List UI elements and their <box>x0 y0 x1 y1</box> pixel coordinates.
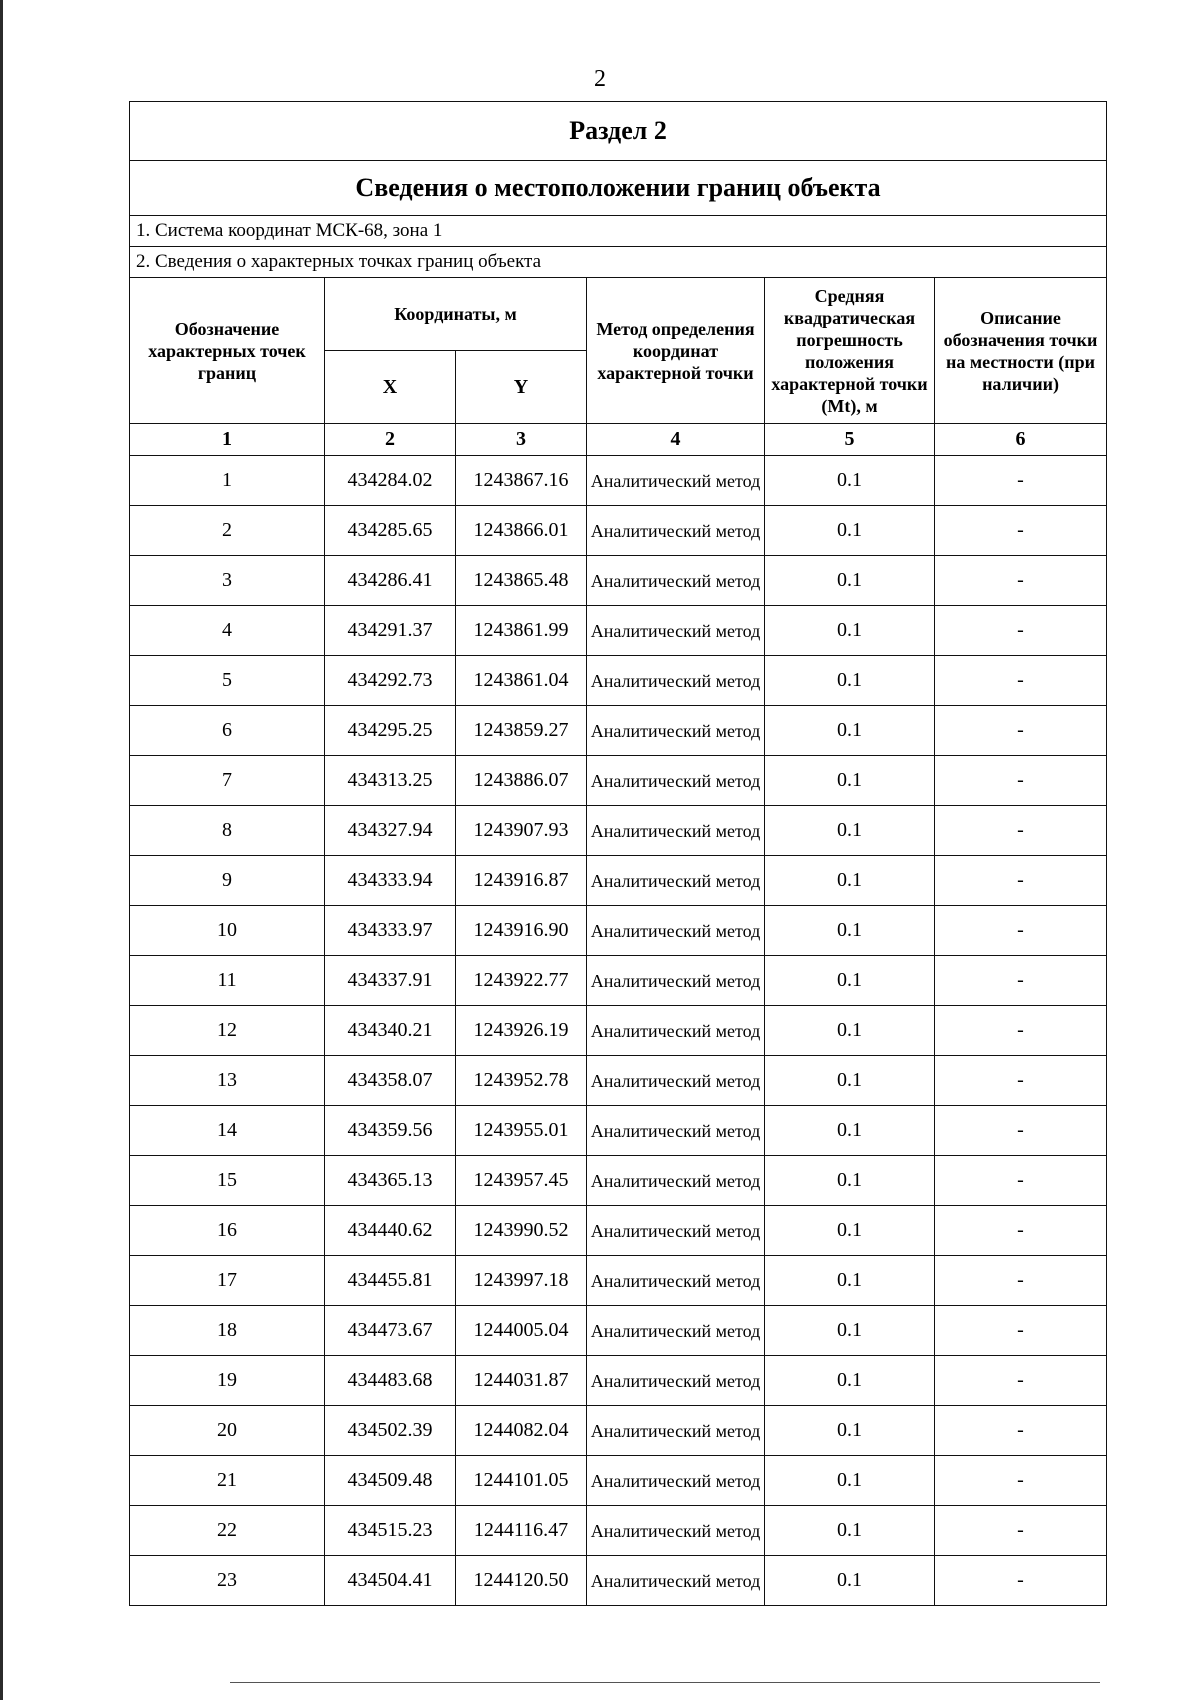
column-number: 6 <box>935 424 1107 456</box>
y-coordinate-cell: 1243922.77 <box>456 956 587 1006</box>
x-coordinate-cell: 434509.48 <box>325 1456 456 1506</box>
accuracy-cell: 0.1 <box>765 856 935 906</box>
x-coordinate-cell: 434440.62 <box>325 1206 456 1256</box>
y-coordinate-cell: 1243865.48 <box>456 556 587 606</box>
x-coordinate-cell: 434284.02 <box>325 456 456 506</box>
table-row <box>130 1506 1107 1556</box>
x-coordinate-cell: 434292.73 <box>325 656 456 706</box>
accuracy-cell: 0.1 <box>765 1306 935 1356</box>
method-cell: Аналитический метод <box>587 956 765 1006</box>
description-cell: - <box>935 1256 1107 1306</box>
y-coordinate-cell: 1243907.93 <box>456 806 587 856</box>
y-coordinate-cell: 1243886.07 <box>456 756 587 806</box>
y-coordinate-cell: 1243866.01 <box>456 506 587 556</box>
x-coordinate-cell: 434337.91 <box>325 956 456 1006</box>
y-coordinate-cell: 1243955.01 <box>456 1106 587 1156</box>
column-number: 5 <box>765 424 935 456</box>
description-cell: - <box>935 706 1107 756</box>
method-cell: Аналитический метод <box>587 1256 765 1306</box>
table-row <box>130 1406 1107 1456</box>
column-number: 3 <box>456 424 587 456</box>
table-row <box>130 1156 1107 1206</box>
method-cell: Аналитический метод <box>587 1006 765 1056</box>
description-cell: - <box>935 906 1107 956</box>
point-designation-cell: 5 <box>130 656 325 706</box>
accuracy-cell: 0.1 <box>765 806 935 856</box>
point-designation-cell: 1 <box>130 456 325 506</box>
description-cell: - <box>935 856 1107 906</box>
y-coordinate-cell: 1243867.16 <box>456 456 587 506</box>
method-cell: Аналитический метод <box>587 756 765 806</box>
method-cell: Аналитический метод <box>587 1406 765 1456</box>
point-designation-cell: 7 <box>130 756 325 806</box>
description-cell: - <box>935 1506 1107 1556</box>
x-coordinate-cell: 434340.21 <box>325 1006 456 1056</box>
y-coordinate-cell: 1243859.27 <box>456 706 587 756</box>
table-row <box>130 1106 1107 1156</box>
point-designation-cell: 16 <box>130 1206 325 1256</box>
accuracy-cell: 0.1 <box>765 1456 935 1506</box>
y-coordinate-cell: 1243990.52 <box>456 1206 587 1256</box>
point-designation-cell: 14 <box>130 1106 325 1156</box>
point-designation-cell: 9 <box>130 856 325 906</box>
point-designation-cell: 19 <box>130 1356 325 1406</box>
x-coordinate-cell: 434502.39 <box>325 1406 456 1456</box>
description-cell: - <box>935 456 1107 506</box>
point-designation-cell: 11 <box>130 956 325 1006</box>
table-row <box>130 1006 1107 1056</box>
header-point-designation: Обозначение характерных точек границ <box>130 278 325 424</box>
description-cell: - <box>935 756 1107 806</box>
point-designation-cell: 15 <box>130 1156 325 1206</box>
description-cell: - <box>935 1106 1107 1156</box>
accuracy-cell: 0.1 <box>765 706 935 756</box>
description-cell: - <box>935 1406 1107 1456</box>
x-coordinate-cell: 434515.23 <box>325 1506 456 1556</box>
table-row <box>130 1556 1107 1606</box>
method-cell: Аналитический метод <box>587 1506 765 1556</box>
y-coordinate-cell: 1243861.99 <box>456 606 587 656</box>
description-cell: - <box>935 506 1107 556</box>
description-cell: - <box>935 1206 1107 1256</box>
point-designation-cell: 3 <box>130 556 325 606</box>
point-designation-cell: 18 <box>130 1306 325 1356</box>
header-accuracy: Средняя квадратическая погрешность положения характерной точки (Mt), м <box>765 278 935 424</box>
method-cell: Аналитический метод <box>587 506 765 556</box>
x-coordinate-cell: 434455.81 <box>325 1256 456 1306</box>
point-designation-cell: 6 <box>130 706 325 756</box>
description-cell: - <box>935 1456 1107 1506</box>
x-coordinate-cell: 434358.07 <box>325 1056 456 1106</box>
y-coordinate-cell: 1243957.45 <box>456 1156 587 1206</box>
accuracy-cell: 0.1 <box>765 1056 935 1106</box>
point-designation-cell: 12 <box>130 1006 325 1056</box>
boundary-table <box>129 101 1107 1606</box>
method-cell: Аналитический метод <box>587 1206 765 1256</box>
accuracy-cell: 0.1 <box>765 606 935 656</box>
accuracy-cell: 0.1 <box>765 1556 935 1606</box>
point-designation-cell: 17 <box>130 1256 325 1306</box>
description-cell: - <box>935 1006 1107 1056</box>
method-cell: Аналитический метод <box>587 1056 765 1106</box>
x-coordinate-cell: 434313.25 <box>325 756 456 806</box>
x-coordinate-cell: 434365.13 <box>325 1156 456 1206</box>
description-cell: - <box>935 956 1107 1006</box>
footer-rule <box>230 1682 1100 1683</box>
y-coordinate-cell: 1244101.05 <box>456 1456 587 1506</box>
point-designation-cell: 2 <box>130 506 325 556</box>
table-row <box>130 456 1107 506</box>
accuracy-cell: 0.1 <box>765 1156 935 1206</box>
header-description: Описание обозначения точки на местности (при наличии) <box>935 278 1107 424</box>
description-cell: - <box>935 1156 1107 1206</box>
method-cell: Аналитический метод <box>587 1456 765 1506</box>
description-cell: - <box>935 1306 1107 1356</box>
column-number: 1 <box>130 424 325 456</box>
method-cell: Аналитический метод <box>587 1306 765 1356</box>
page-number: 2 <box>594 66 606 92</box>
accuracy-cell: 0.1 <box>765 506 935 556</box>
point-designation-cell: 22 <box>130 1506 325 1556</box>
table-row <box>130 556 1107 606</box>
method-cell: Аналитический метод <box>587 606 765 656</box>
table-row <box>130 506 1107 556</box>
y-coordinate-cell: 1244116.47 <box>456 1506 587 1556</box>
description-cell: - <box>935 806 1107 856</box>
y-coordinate-cell: 1244120.50 <box>456 1556 587 1606</box>
accuracy-cell: 0.1 <box>765 1406 935 1456</box>
point-designation-cell: 23 <box>130 1556 325 1606</box>
table-row <box>130 1206 1107 1256</box>
table-row <box>130 756 1107 806</box>
header-coordinates: Координаты, м <box>325 278 587 351</box>
column-number: 2 <box>325 424 456 456</box>
accuracy-cell: 0.1 <box>765 906 935 956</box>
x-coordinate-cell: 434286.41 <box>325 556 456 606</box>
method-cell: Аналитический метод <box>587 1156 765 1206</box>
table-row <box>130 656 1107 706</box>
point-designation-cell: 13 <box>130 1056 325 1106</box>
description-cell: - <box>935 556 1107 606</box>
section-subtitle: Сведения о местоположении границ объекта <box>130 161 1107 216</box>
description-cell: - <box>935 1356 1107 1406</box>
description-cell: - <box>935 656 1107 706</box>
x-coordinate-cell: 434359.56 <box>325 1106 456 1156</box>
y-coordinate-cell: 1243916.87 <box>456 856 587 906</box>
x-coordinate-cell: 434483.68 <box>325 1356 456 1406</box>
accuracy-cell: 0.1 <box>765 1506 935 1556</box>
table-row <box>130 1356 1107 1406</box>
point-designation-cell: 10 <box>130 906 325 956</box>
scan-edge <box>0 0 3 1700</box>
method-cell: Аналитический метод <box>587 806 765 856</box>
method-cell: Аналитический метод <box>587 656 765 706</box>
accuracy-cell: 0.1 <box>765 1206 935 1256</box>
method-cell: Аналитический метод <box>587 556 765 606</box>
y-coordinate-cell: 1243861.04 <box>456 656 587 706</box>
table-row <box>130 606 1107 656</box>
y-coordinate-cell: 1244005.04 <box>456 1306 587 1356</box>
point-designation-cell: 21 <box>130 1456 325 1506</box>
header-method: Метод определения координат характерной точки <box>587 278 765 424</box>
y-coordinate-cell: 1244031.87 <box>456 1356 587 1406</box>
table-row <box>130 1056 1107 1106</box>
x-coordinate-cell: 434291.37 <box>325 606 456 656</box>
table-row <box>130 1456 1107 1506</box>
table-row <box>130 956 1107 1006</box>
y-coordinate-cell: 1243997.18 <box>456 1256 587 1306</box>
method-cell: Аналитический метод <box>587 906 765 956</box>
description-cell: - <box>935 1056 1107 1106</box>
x-coordinate-cell: 434285.65 <box>325 506 456 556</box>
x-coordinate-cell: 434327.94 <box>325 806 456 856</box>
method-cell: Аналитический метод <box>587 706 765 756</box>
point-designation-cell: 4 <box>130 606 325 656</box>
table-row <box>130 1306 1107 1356</box>
accuracy-cell: 0.1 <box>765 1356 935 1406</box>
points-heading: 2. Сведения о характерных точках границ объекта <box>130 247 1107 278</box>
description-cell: - <box>935 606 1107 656</box>
x-coordinate-cell: 434504.41 <box>325 1556 456 1606</box>
y-coordinate-cell: 1243952.78 <box>456 1056 587 1106</box>
table-row <box>130 706 1107 756</box>
method-cell: Аналитический метод <box>587 1356 765 1406</box>
accuracy-cell: 0.1 <box>765 456 935 506</box>
accuracy-cell: 0.1 <box>765 1106 935 1156</box>
method-cell: Аналитический метод <box>587 856 765 906</box>
y-coordinate-cell: 1243926.19 <box>456 1006 587 1056</box>
column-number: 4 <box>587 424 765 456</box>
table-row <box>130 856 1107 906</box>
coordinate-system: 1. Система координат МСК-68, зона 1 <box>130 216 1107 247</box>
section-title: Раздел 2 <box>130 102 1107 161</box>
y-coordinate-cell: 1244082.04 <box>456 1406 587 1456</box>
header-x: X <box>325 351 456 424</box>
header-y: Y <box>456 351 587 424</box>
x-coordinate-cell: 434295.25 <box>325 706 456 756</box>
method-cell: Аналитический метод <box>587 456 765 506</box>
point-designation-cell: 20 <box>130 1406 325 1456</box>
x-coordinate-cell: 434333.94 <box>325 856 456 906</box>
accuracy-cell: 0.1 <box>765 756 935 806</box>
x-coordinate-cell: 434473.67 <box>325 1306 456 1356</box>
accuracy-cell: 0.1 <box>765 1256 935 1306</box>
table-row <box>130 1256 1107 1306</box>
accuracy-cell: 0.1 <box>765 1006 935 1056</box>
description-cell: - <box>935 1556 1107 1606</box>
accuracy-cell: 0.1 <box>765 656 935 706</box>
x-coordinate-cell: 434333.97 <box>325 906 456 956</box>
table-row <box>130 806 1107 856</box>
point-designation-cell: 8 <box>130 806 325 856</box>
table-row <box>130 906 1107 956</box>
y-coordinate-cell: 1243916.90 <box>456 906 587 956</box>
accuracy-cell: 0.1 <box>765 556 935 606</box>
accuracy-cell: 0.1 <box>765 956 935 1006</box>
method-cell: Аналитический метод <box>587 1556 765 1606</box>
method-cell: Аналитический метод <box>587 1106 765 1156</box>
